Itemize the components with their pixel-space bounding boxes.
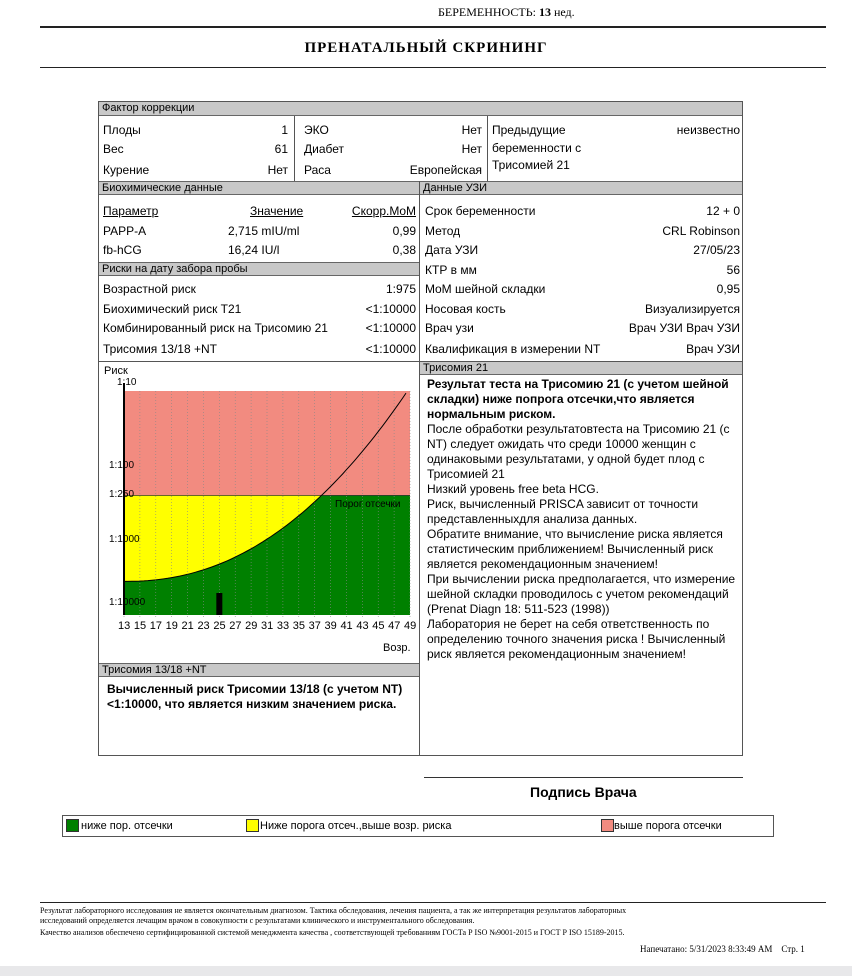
uzi-row-label: Срок беременности [425,204,536,218]
race-value: Европейская [409,163,482,177]
risk-chart [99,362,419,662]
x-tick-label: 43 [356,620,369,632]
uzi-row-label: Квалификация в измерении NT [425,342,601,356]
y-tick-label: 1:1000 [109,534,140,546]
papp-a-value: 2,715 mIU/ml [228,224,300,238]
uzi-row-label: Дата УЗИ [425,243,479,257]
col-value: Значение [250,204,304,218]
uzi-row-value: 56 [726,263,740,277]
uzi-row-value: Врач УЗИ [686,342,740,356]
diabetes-value: Нет [461,142,482,156]
footer-line-1: Результат лабораторного исследования не является окончательным диагнозом. Тактика обследования, лечения пациента, а так же интерпретация результатов лабораторных [40,906,627,915]
t21-line: Трисомией 21 [427,467,505,481]
x-tick-label: 41 [340,620,353,632]
t21-line: представленныхдля анализа данных. [427,512,638,526]
t21-line: Риск, вычисленный PRISCA зависит от точности [427,497,699,511]
t1318-text-1: Вычисленный риск Трисомии 13/18 (с учетом NT) [107,682,403,696]
y-tick-label: 1:100 [109,459,135,471]
x-tick-label: 19 [165,620,178,632]
x-tick-label: 27 [229,620,242,632]
t21-header: Трисомия 21 [420,362,742,375]
uzi-row-label: Метод [425,224,461,238]
legend-green-label: ниже пор. отсечки [81,820,173,832]
uzi-row-label: Носовая кость [425,302,506,316]
age-risk-label: Возрастной риск [103,282,196,296]
correction-divider-1 [294,116,295,181]
pregnancy-info [438,5,575,20]
smoking-label: Курение [103,163,150,177]
weight-value: 61 [274,142,288,156]
x-tick-label: 23 [197,620,210,632]
y-tick-label: 1:10000 [109,597,146,608]
signature-label: Подпись Врача [530,784,637,800]
bottom-strip [0,966,852,976]
correction-divider-2 [487,116,488,181]
pregnancy-unit: нед. [553,5,575,19]
t21-line: риск является рекомендационным значением! [427,647,686,661]
t21-text-block [427,377,743,662]
t21-line: одинаковыми результатами, у одной будет плод с [427,452,705,466]
t21-line: является рекомендационным значением! [427,557,658,571]
t21-bold-text: Результат теста на Трисомию 21 (с учетом шейной складки) ниже попрога отсечки,что является нормальным риском. [427,377,729,421]
x-tick-label: 49 [404,620,417,632]
t21-lines [427,422,743,662]
x-tick-label: 15 [133,620,147,632]
x-tick-label: 25 [213,620,226,632]
t1318-text-2: <1:10000, что является низким значением риска. [107,697,397,711]
race-label: Раса [304,163,331,177]
x-tick-label: 37 [308,620,321,632]
uzi-row-label: MoM шейной складки [425,282,546,296]
printed-date: Напечатано: 5/31/2023 8:33:49 AM [640,944,773,954]
page-number: Стр. 1 [781,944,805,954]
x-tick-label: 21 [181,620,194,632]
patient-age-marker [216,593,222,615]
combined-risk-value: <1:10000 [365,321,416,335]
biochem-risk-value: <1:10000 [365,302,416,316]
threshold-label: Порог отсечки [335,499,401,510]
prev-label-2: беременности с [492,141,582,155]
t21-line: После обработки результатовтеста на Трисомию 21 (с [427,422,730,436]
fbhcg-param: fb-hCG [103,243,142,257]
legend-red-swatch [601,819,614,832]
papp-a-param: PAPP-A [103,224,147,238]
t21-line: статистическим приближением! Вычисленный риск [427,542,713,556]
t21-line: шейной складки проводилось с учетом рекомендаций [427,587,729,601]
col-param: Параметр [103,204,159,218]
x-tick-label: 47 [388,620,401,632]
legend-yellow-swatch [246,819,259,832]
prev-label-3: Трисомией 21 [492,158,570,172]
x-tick-label: 39 [324,620,337,632]
pregnancy-weeks: 13 [538,5,551,19]
chart-title: Риск [104,365,128,377]
footer-rule [40,902,826,903]
fbhcg-value: 16,24 IU/l [228,243,280,257]
combined-risk-label: Комбинированный риск на Трисомию 21 [103,321,328,335]
uzi-row-value: 0,95 [716,282,740,296]
smoking-value: Нет [267,163,288,177]
uzi-row-value: 27/05/23 [693,243,740,257]
footer-line-3: Качество анализов обеспечено сертифицированной системой менеджмента качества , соответствующей требованиям ГОСТа Р ISO №9001-2015 и ГОСТ Р ISO 15189-2015. [40,928,625,937]
pregnancy-label: БЕРЕМЕННОСТЬ: [438,5,536,19]
x-tick-label: 31 [261,620,274,632]
uzi-row-label: Врач узи [425,321,474,335]
uzi-row-value: Визуализируется [644,302,740,316]
x-tick-label: 33 [276,620,290,632]
t21-line: NT) следует ожидать что среди 10000 женщин с [427,437,696,451]
t21-line: Лаборатория не берет на себя ответственность по [427,617,710,631]
uzi-header: Данные УЗИ [420,181,742,195]
t21-line: Низкий уровень free beta HCG. [427,482,599,496]
t1318-header: Трисомия 13/18 +NT [99,663,419,677]
fetuses-value: 1 [281,123,288,137]
footer-text [40,906,826,938]
t21-line: (Prenat Diagn 18: 511-523 (1998)) [427,602,610,616]
t21-line: При вычислении риска предполагается, что измерение [427,572,736,586]
prev-label-1: Предыдущие [492,123,566,137]
risks-header: Риски на дату забора пробы [99,262,419,276]
correction-header: Фактор коррекции [99,102,742,116]
mid-divider [419,181,420,756]
x-axis-label: Возр. [383,642,411,654]
legend-yellow-label: Ниже порога отсеч.,выше возр. риска [260,820,452,832]
signature-line [424,777,743,778]
risk-chart-svg [99,362,419,662]
footer-line-2: исследований определяется лечащим врачом в совокупности с результатами клинического и инструментального обследования. [40,916,475,925]
x-tick-label: 35 [292,620,306,632]
legend-green-swatch [66,819,79,832]
uzi-row-value: Врач УЗИ Врач УЗИ [628,321,740,335]
fetuses-label: Плоды [103,123,141,137]
uzi-row-value: 12 + 0 [706,204,740,218]
biochem-header: Биохимические данные [99,181,419,195]
uzi-row-label: КТР в мм [425,263,477,277]
printed-info [640,944,805,954]
x-tick-label: 17 [149,620,163,632]
top-rule [40,26,826,28]
uzi-row-value: CRL Robinson [662,224,740,238]
page-title: ПРЕНАТАЛЬНЫЙ СКРИНИНГ [304,40,548,56]
x-tick-label: 29 [245,620,258,632]
weight-label: Вес [103,142,124,156]
y-tick-label: 1:10 [117,377,137,388]
t1318-risk-label: Трисомия 13/18 +NT [103,342,217,356]
biochem-risk-label: Биохимический риск T21 [103,302,242,316]
t21-line: определению точного значения риска ! Вычисленный [427,632,726,646]
x-tick-label: 13 [118,620,131,632]
diabetes-label: Диабет [304,142,345,156]
ivf-value: Нет [461,123,482,137]
y-tick-label: 1:250 [109,489,135,501]
t1318-risk-value: <1:10000 [365,342,416,356]
title-rule [40,67,826,68]
papp-a-mom: 0,99 [392,224,416,238]
x-tick-label: 45 [372,620,385,632]
ivf-label: ЭКО [304,123,329,137]
prev-value: неизвестно [676,123,740,137]
fbhcg-mom: 0,38 [392,243,416,257]
col-mom: Скорр.MoM [351,204,416,218]
t21-line: Обратите внимание, что вычисление риска является [427,527,723,541]
legend-red-label: выше порога отсечки [614,820,722,832]
age-risk-value: 1:975 [385,282,416,296]
